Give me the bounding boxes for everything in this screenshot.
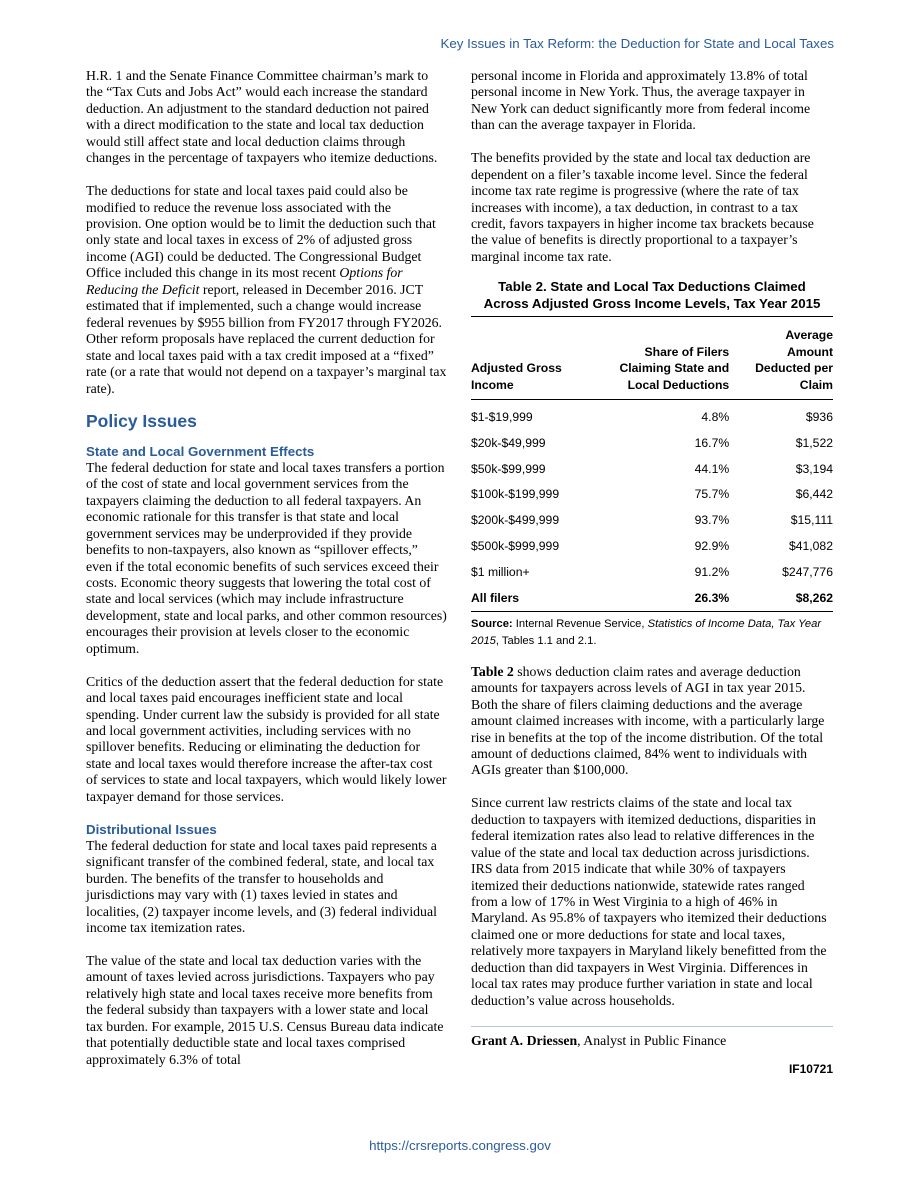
cell-avg: $41,082 [788,539,833,554]
table-title [471,279,833,312]
text-run: report, released in December 2016. JCT estimated that if implemented, such a change would increase federal revenues by $955 billion from FY2017 through FY2026. Other reform proposals have replaced the current deduction for state and local taxes paid with a tax credit imposed at a “fixed” rate (or a rate that would not depend on a taxpayer’s marginal tax rate). [86,281,447,396]
total-share: 26.3% [597,585,729,611]
right-column [471,68,833,1078]
paragraph: The federal deduction for state and local taxes transfers a portion of the cost of state and local government services from the taxpayers claiming the deduction to all federal taxpayers. An economic rationale for this transfer is that state and local government services may be underprovided if they provide benefits to non-taxpayers, also known as “spillover effects,” even if the total economic benefits of such services exceed their costs. Economic theory suggests that lowering the total cost of state and local services (which may include infrastructure development, state and local parks, and other common resources) encourages their provision at levels closer to the economic optimum. [86,459,447,656]
cell-agi: $200k-$499,999 [471,513,560,528]
table-source [471,616,833,650]
text-run: The deductions for state and local taxes paid could also be modified to reduce the revenue loss associated with the provision. One option would be to limit the deduction such that only state and local taxes in excess of 2% of adjusted gross income (AGI) could be deducted. The Congressional Budget Office included this change in its most recent [86,183,436,281]
column-header-share: Share of Filers Claiming State and Local Deductions [597,317,729,400]
paragraph: Critics of the deduction assert that the federal deduction for state and local taxes paid encourages inefficient state and local spending. Under current law the subsidy is provided for all state and local government activities, including services with no spillover benefits. Reducing or eliminating the deduction for state and local taxes would therefore increase the after-tax cost of services to state and local taxpayers, which would likely lower taxpayer demand for those services. [86,673,447,804]
cell-share: 16.7% [694,435,730,450]
cell-avg: $247,776 [782,564,833,579]
table-row [471,533,833,559]
cell-share: 4.8% [701,410,730,425]
table-row [471,456,833,482]
paragraph: The benefits provided by the state and local tax deduction are dependent on a filer’s taxable income level. Since the federal income tax rate regime is progressive (where the rate of tax increases with income), a tax deduction, in contrast to a tax credit, favors taxpayers in higher income tax brackets because the value of benefits is directly proportional to a taxpayer’s marginal income tax rate. [471,150,814,264]
cell-agi: $1-$19,999 [471,410,533,425]
table-row [471,400,833,430]
total-avg: $8,262 [729,585,833,611]
cell-share: 91.2% [694,564,730,579]
cell-agi: $50k-$99,999 [471,461,546,476]
cell-share: 93.7% [694,513,730,528]
section-heading: Policy Issues [86,411,197,432]
paragraph [471,664,833,779]
cell-agi: $100k-$199,999 [471,487,560,502]
paragraph [86,183,447,397]
table-reference: Table 2 [471,663,514,679]
report-title: Options for Reducing the Deficit [86,265,403,297]
table-body [471,400,833,611]
table-total-row [471,585,833,611]
paragraph: The federal deduction for state and local taxes paid represents a significant transfer of the combined federal, state, and local tax burden. The benefits of the transfer to households and jurisdictions may vary with (1) taxes levied in states and localities, (2) taxpayer income levels, and (3) federal individual income tax itemization rates. [86,837,437,935]
subsection-heading: State and Local Government Effects [86,443,315,459]
source-title: Statistics of Income Data, Tax Year 2015 [471,617,822,647]
total-agi: All filers [471,585,597,611]
paragraph: H.R. 1 and the Senate Finance Committee chairman’s mark to the “Tax Cuts and Jobs Act” would each increase the standard deduction. An adjustment to the standard deduction not paired with a direct modification to the state and local tax deduction would still affect state and local deduction claims through changes in the percentage of taxpayers who itemize deductions. [86,68,438,166]
paragraph: The value of the state and local tax deduction varies with the amount of taxes levied across jurisdictions. Taxpayers who pay relatively high state and local taxes receive more benefits from the federal subsidy than taxpayers with a lower state and local tax burden. For example, 2015 U.S. Census Bureau data indicate that potentially deductible state and local taxes comprised approximately 6.3% of total [86,952,444,1067]
source-label: Source: [471,617,513,630]
table-row [471,482,833,508]
cell-avg: $6,442 [795,487,833,502]
cell-share: 75.7% [694,487,730,502]
product-code: IF10721 [788,1062,833,1077]
cell-avg: $1,522 [795,435,833,450]
author-role: , Analyst in Public Finance [577,1032,727,1048]
paragraph: personal income in Florida and approximately 13.8% of total personal income in New York. Thus, the average taxpayer in New York can deduct significantly more from federal income than can the average taxpayer in Florida. [471,68,811,133]
left-column [86,68,447,1084]
cell-share: 44.1% [694,461,730,476]
author-block [471,1026,833,1049]
text-run: , Tables 1.1 and 2.1. [495,634,597,647]
table-row [471,430,833,456]
subsection-heading: Distributional Issues [86,821,217,837]
table-title-line: Table 2. State and Local Tax Deductions Claimed [498,279,806,295]
table-title-line: Across Adjusted Gross Income Levels, Tax Year 2015 [483,295,821,311]
cell-agi: $500k-$999,999 [471,539,560,554]
column-header-average: Average Amount Deducted per Claim [729,317,833,400]
running-header: Key Issues in Tax Reform: the Deduction for State and Local Taxes [440,36,834,51]
cell-agi: $20k-$49,999 [471,435,546,450]
text-run: Internal Revenue Service, [512,617,648,630]
cell-share: 92.9% [694,539,730,554]
footer-link[interactable]: https://crsreports.congress.gov [369,1138,551,1153]
cell-avg: $936 [805,410,833,425]
table-row [471,559,833,585]
cell-avg: $3,194 [795,461,833,476]
paragraph: Since current law restricts claims of the state and local tax deduction to taxpayers with itemized deductions, disparities in federal itemization rates also lead to relative differences in the value of the state and local tax deduction across jurisdictions. IRS data from 2015 indicate that while 30% of taxpayers itemized their deductions nationwide, statewide rates ranged from a low of 17% in West Virginia to a high of 46% in Maryland. As 95.8% of taxpayers who itemized their deductions claimed one or more deductions for state and local taxes, relatively more taxpayers in Maryland likely benefitted from the deduction than did taxpayers in West Virginia. Differences in local tax rates may produce further variation in state and local deduction’s value across households. [471,795,827,1008]
deductions-table [471,316,833,611]
text-run: shows deduction claim rates and average deduction amounts for taxpayers across levels of AGI in tax year 2015. Both the share of filers claiming deductions and the average amount claimed increases with income, with a particularly large rise in benefits at the top of the income distribution. Of the total amount of deductions claimed, 84% went to individuals with AGIs greater than $100,000. [471,663,825,778]
author-name: Grant A. Driessen [471,1032,578,1048]
table-header-row [471,317,833,400]
cell-avg: $15,111 [790,513,833,528]
column-header-agi: Adjusted Gross Income [471,317,597,400]
table-row [471,508,833,534]
cell-agi: $1 million+ [471,564,530,579]
